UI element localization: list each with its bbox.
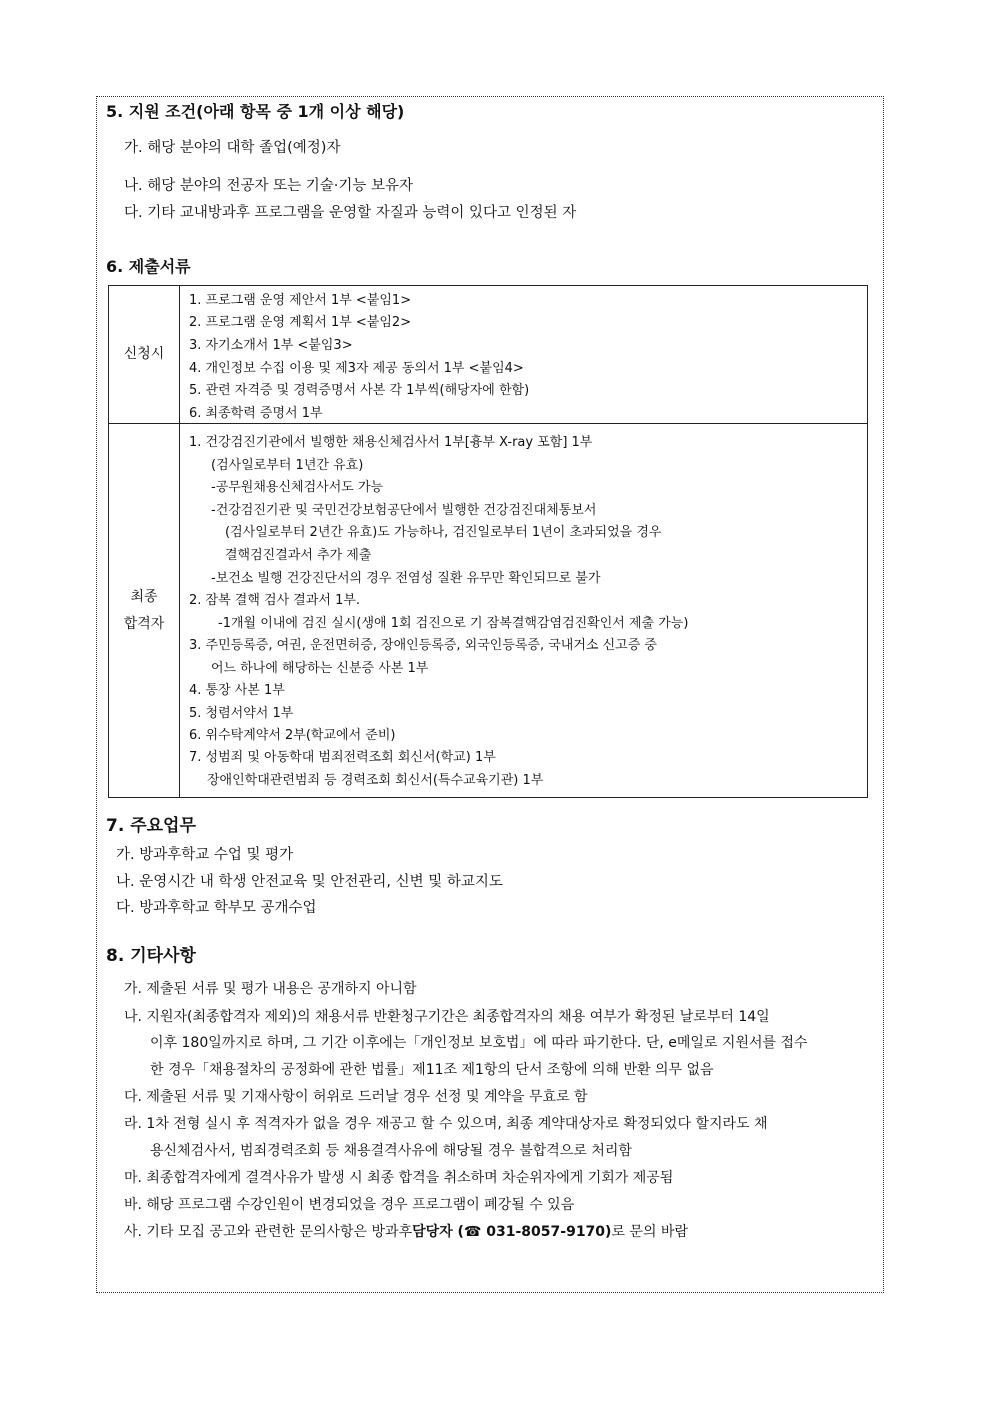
contact-phone: 담당자 (☎ 031-8057-9170) <box>412 1224 612 1240</box>
list-item: 1. 건강검진기관에서 빌행한 채용신체검사서 1부[흉부 X-ray 포함] 1부 <box>189 435 593 450</box>
section-8-item-g <box>124 1221 688 1241</box>
section-8-item-d-line1: 라. 1차 전형 실시 후 적격자가 없을 경우 재공고 할 수 있으며, 최종 계약대상자로 확정되었다 할지라도 채 <box>124 1116 768 1132</box>
list-item: 1. 프로그램 운영 제안서 1부 <붙임1> <box>189 293 412 308</box>
section-8-item-a: 가. 제출된 서류 및 평가 내용은 공개하지 아니함 <box>124 981 417 997</box>
list-item: 4. 개인정보 수집 이용 및 제3자 제공 동의서 1부 <붙임4> <box>189 361 524 376</box>
list-item: 6. 최종학력 증명서 1부 <box>189 406 323 421</box>
section-6-title: 6. 제출서류 <box>106 257 191 276</box>
row-content-application <box>180 286 868 424</box>
section-8-item-g-suffix: 로 문의 바람 <box>611 1224 688 1240</box>
list-item: 7. 성범죄 및 아동학대 범죄전력조회 회신서(학교) 1부 <box>189 750 496 765</box>
list-item: -건강검진기관 및 국민건강보험공단에서 빌행한 건강검진대체통보서 <box>211 503 597 518</box>
row-label-final-line2: 합격자 <box>123 615 165 632</box>
list-item: 4. 통장 사본 1부 <box>189 683 285 698</box>
section-8-item-c: 다. 제출된 서류 및 기재사항이 허위로 드러날 경우 선정 및 계약을 무효로 함 <box>124 1089 588 1105</box>
list-item: 5. 청렴서약서 1부 <box>189 706 294 721</box>
section-8-item-b-line1: 나. 지원자(최종합격자 제외)의 채용서류 반환청구기간은 최종합격자의 채용 여부가 확정된 날로부터 14일 <box>124 1009 770 1025</box>
documents-table <box>108 285 868 798</box>
section-7-title: 7. 주요업무 <box>106 816 196 836</box>
section-8-item-b-line2: 이후 180일까지로 하며, 그 기간 이후에는「개인정보 보호법」에 따라 파기한다. 단, e메일로 지원서를 접수 <box>150 1035 808 1051</box>
list-item: 어느 하나에 해당하는 신분증 사본 1부 <box>211 661 429 676</box>
section-7-item-c: 다. 방과후학교 학부모 공개수업 <box>116 900 317 916</box>
list-item: 2. 잠복 결핵 검사 결과서 1부. <box>189 593 361 608</box>
section-8-title: 8. 기타사항 <box>106 946 196 966</box>
list-item: 2. 프로그램 운영 계획서 1부 <붙임2> <box>189 315 412 330</box>
section-8-item-g-prefix: 사. 기타 모집 공고와 관련한 문의사항은 방과후 <box>124 1224 413 1240</box>
section-5-item-b: 나. 해당 분야의 전공자 또는 기술·기능 보유자 <box>124 178 413 194</box>
list-item: -공무원채용신체검사서도 가능 <box>211 480 384 495</box>
list-item: 결핵검진결과서 추가 제출 <box>225 548 372 563</box>
list-item: 3. 자기소개서 1부 <붙임3> <box>189 338 353 353</box>
section-5-item-c: 다. 기타 교내방과후 프로그램을 운영할 자질과 능력이 있다고 인정된 자 <box>124 205 577 221</box>
table-row-final <box>109 424 868 798</box>
row-label-application: 신청시 <box>109 286 180 424</box>
section-5-title: 5. 지원 조건(아래 항목 중 1개 이상 해당) <box>106 102 405 121</box>
list-item: 장애인학대관련범죄 등 경력조회 회신서(특수교육기관) 1부 <box>207 773 544 788</box>
list-item: (검사일로부터 1년간 유효) <box>211 458 364 473</box>
list-item: 5. 관련 자격증 및 경력증명서 사본 각 1부씩(해당자에 한함) <box>189 383 530 398</box>
section-8-item-b-line3: 한 경우「채용절차의 공정화에 관한 법률」제11조 제1항의 단서 조항에 의해 반환 의무 없음 <box>150 1062 714 1078</box>
list-item: -보건소 빌행 건강진단서의 경우 전염성 질환 유무만 확인되므로 불가 <box>211 571 601 586</box>
list-item: -1개월 이내에 검진 실시(생애 1회 검진으로 기 잠복결핵감염검진확인서 제출 가능) <box>218 616 689 631</box>
row-label-final <box>109 424 180 798</box>
list-item: 3. 주민등록증, 여권, 운전면허증, 장애인등록증, 외국인등록증, 국내거소 신고증 중 <box>189 638 657 653</box>
list-item: 6. 위수탁계약서 2부(학교에서 준비) <box>189 728 396 743</box>
row-content-final <box>180 424 868 798</box>
section-8-item-e: 마. 최종합격자에게 결격사유가 발생 시 최종 합격을 취소하며 차순위자에게 기회가 제공됨 <box>124 1170 674 1186</box>
section-5-item-a: 가. 해당 분야의 대학 졸업(예정)자 <box>124 140 341 156</box>
section-8-item-d-line2: 용신체검사서, 범죄경력조회 등 채용결격사유에 해당될 경우 불합격으로 처리함 <box>150 1143 632 1159</box>
section-8-item-f: 바. 해당 프로그램 수강인원이 변경되었을 경우 프로그램이 폐강될 수 있음 <box>124 1197 575 1213</box>
list-item: (검사일로부터 2년간 유효)도 가능하나, 검진일로부터 1년이 초과되었을 경우 <box>225 525 662 540</box>
section-7-item-b: 나. 운영시간 내 학생 안전교육 및 안전관리, 신변 및 하교지도 <box>116 874 503 890</box>
section-7-item-a: 가. 방과후학교 수업 및 평가 <box>116 847 294 863</box>
table-row-application <box>109 286 868 424</box>
row-label-final-line1: 최종 <box>130 588 158 605</box>
